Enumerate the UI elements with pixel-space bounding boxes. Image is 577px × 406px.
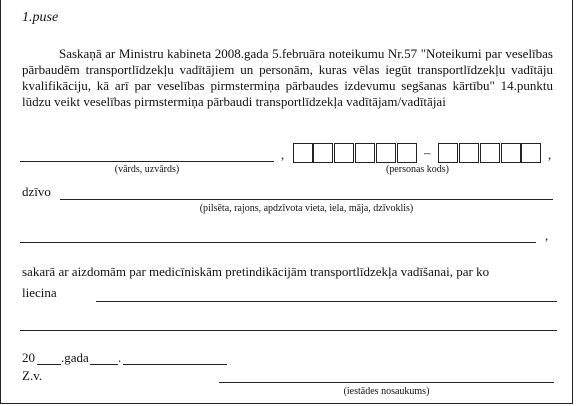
lives-label: dzīvo (22, 184, 51, 199)
personal-code-digit-3[interactable] (334, 143, 354, 163)
institution-caption: (iestādes nosaukums) (343, 386, 430, 397)
stamp-label: Z.v. (22, 368, 43, 383)
month-field-line[interactable] (123, 364, 227, 365)
evidence-continuation-line[interactable] (20, 330, 557, 331)
address-caption: (pilsēta, rajons, apdzīvota vieta, iela, māja, dzīvoklis) (199, 203, 414, 214)
personal-code-digit-6[interactable] (397, 143, 417, 163)
year-suffix: .gada (61, 350, 89, 365)
address-continuation-line[interactable] (20, 242, 536, 243)
personal-code-digit-4[interactable] (355, 143, 375, 163)
personal-code-digit-11[interactable] (521, 143, 541, 163)
name-caption: (vārds, uzvārds) (114, 164, 180, 175)
year-prefix: 20 (22, 350, 35, 365)
day-field-line[interactable] (90, 364, 118, 365)
personal-code-digit-9[interactable] (480, 143, 500, 163)
page-heading: 1.puse (22, 10, 59, 25)
personal-code-digit-10[interactable] (501, 143, 521, 163)
personal-code-digit-1[interactable] (293, 143, 313, 163)
address-field-line[interactable] (60, 199, 553, 200)
institution-field-line[interactable] (219, 382, 554, 383)
evidence-field-line[interactable] (96, 301, 557, 302)
comma: , (548, 147, 552, 162)
personal-code-digit-7[interactable] (438, 143, 458, 163)
personal-code-caption: (personas kods) (385, 164, 450, 175)
personal-code-digit-2[interactable] (313, 143, 333, 163)
request-paragraph: Saskaņā ar Ministru kabineta 2008.gada 5.februāra noteikumu Nr.57 "Noteikumi par veselības pārbaudēm transportlīdzekļu vadītājiem un personām, kuras vēlas iegūt transportlīdzekļu vadītāju kvalifikāciju, kā arī par veselības pirmstermiņa pārbaudes izdevumu segšanas kārtību" 14.punktu lūdzu veikt veselības pirmstermiņa pārbaudi transportlīdzekļa vadītājam/vadītājai (22, 46, 553, 109)
year-field-line[interactable] (37, 364, 61, 365)
reason-text: sakarā ar aizdomām par medicīniskām pretindikācijām transportlīdzekļa vadīšanai, par ko (22, 264, 490, 279)
certifies-label: liecina (22, 285, 57, 300)
comma: , (281, 147, 285, 162)
personal-code-digit-5[interactable] (376, 143, 396, 163)
comma: , (545, 228, 549, 243)
personal-code-digit-8[interactable] (459, 143, 479, 163)
personal-code-dash: – (424, 145, 431, 160)
date-dot: . (118, 350, 122, 365)
name-field-line[interactable] (20, 161, 274, 162)
